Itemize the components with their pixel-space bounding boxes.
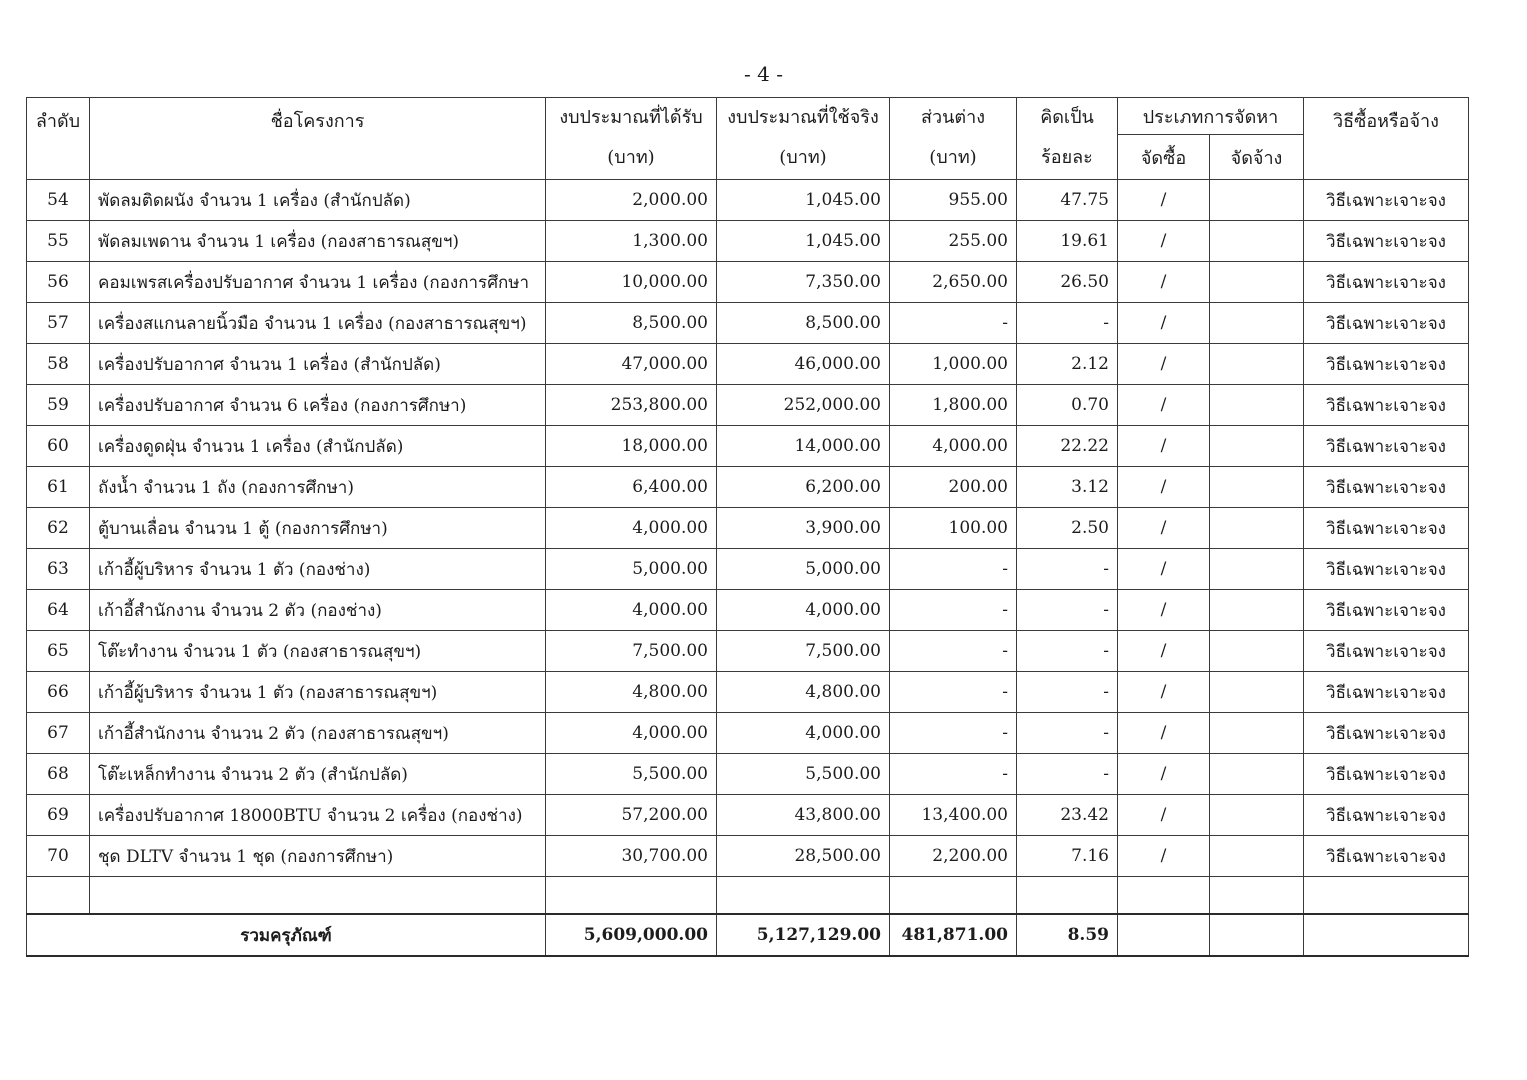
percent: 7.16 [1017, 836, 1118, 877]
difference: 4,000.00 [890, 426, 1017, 467]
header-hire: จัดจ้าง [1210, 135, 1304, 180]
procurement-method: วิธีเฉพาะเจาะจง [1304, 713, 1469, 754]
page-number: - 4 - [744, 62, 783, 86]
header-no: ลำดับ [27, 98, 90, 180]
procurement-method: วิธีเฉพาะเจาะจง [1304, 221, 1469, 262]
purchase-mark: / [1118, 754, 1210, 795]
purchase-mark: / [1118, 713, 1210, 754]
table-row [27, 590, 1469, 631]
header-budget-received: งบประมาณที่ได้รับ [546, 98, 717, 135]
hire-mark [1210, 836, 1304, 877]
project-name: เครื่องปรับอากาศ จำนวน 6 เครื่อง (กองการศึกษา) [90, 385, 546, 426]
budget-received: 10,000.00 [546, 262, 717, 303]
purchase-mark: / [1118, 672, 1210, 713]
difference: 955.00 [890, 180, 1017, 221]
project-name: ถังน้ำ จำนวน 1 ถัง (กองการศึกษา) [90, 467, 546, 508]
hire-mark [1210, 590, 1304, 631]
procurement-method: วิธีเฉพาะเจาะจง [1304, 426, 1469, 467]
header-budget-used: งบประมาณที่ใช้จริง [717, 98, 890, 135]
budget-received: 7,500.00 [546, 631, 717, 672]
hire-mark [1210, 467, 1304, 508]
difference: - [890, 713, 1017, 754]
budget-used: 3,900.00 [717, 508, 890, 549]
project-name: โต๊ะเหล็กทำงาน จำนวน 2 ตัว (สำนักปลัด) [90, 754, 546, 795]
difference: 2,650.00 [890, 262, 1017, 303]
percent: 0.70 [1017, 385, 1118, 426]
table-row [27, 385, 1469, 426]
total-difference: 481,871.00 [890, 914, 1017, 956]
hire-mark [1210, 672, 1304, 713]
total-used: 5,127,129.00 [717, 914, 890, 956]
table-row [27, 836, 1469, 877]
purchase-mark: / [1118, 590, 1210, 631]
project-name: เครื่องดูดฝุ่น จำนวน 1 เครื่อง (สำนักปลัด) [90, 426, 546, 467]
hire-mark [1210, 385, 1304, 426]
percent: - [1017, 549, 1118, 590]
purchase-mark: / [1118, 385, 1210, 426]
table-row [27, 426, 1469, 467]
difference: 13,400.00 [890, 795, 1017, 836]
project-name: คอมเพรสเครื่องปรับอากาศ จำนวน 1 เครื่อง (กองการศึกษา [90, 262, 546, 303]
row-number: 61 [27, 467, 90, 508]
difference: - [890, 303, 1017, 344]
hire-mark [1210, 549, 1304, 590]
percent: 47.75 [1017, 180, 1118, 221]
hire-mark [1210, 426, 1304, 467]
hire-mark [1210, 795, 1304, 836]
blank-cell [1304, 877, 1469, 915]
budget-received: 4,800.00 [546, 672, 717, 713]
total-percent: 8.59 [1017, 914, 1118, 956]
budget-received: 5,500.00 [546, 754, 717, 795]
procurement-method: วิธีเฉพาะเจาะจง [1304, 180, 1469, 221]
difference: 100.00 [890, 508, 1017, 549]
budget-used: 7,500.00 [717, 631, 890, 672]
row-number: 66 [27, 672, 90, 713]
total-hire [1210, 914, 1304, 956]
row-number: 54 [27, 180, 90, 221]
table-row [27, 631, 1469, 672]
hire-mark [1210, 713, 1304, 754]
row-number: 58 [27, 344, 90, 385]
budget-used: 28,500.00 [717, 836, 890, 877]
budget-used: 6,200.00 [717, 467, 890, 508]
total-row [27, 914, 1469, 956]
table-row [27, 795, 1469, 836]
header-difference-unit: (บาท) [890, 135, 1017, 180]
header-purchase: จัดซื้อ [1118, 135, 1210, 180]
procurement-method: วิธีเฉพาะเจาะจง [1304, 385, 1469, 426]
total-label: รวมครุภัณฑ์ [27, 914, 546, 956]
budget-received: 57,200.00 [546, 795, 717, 836]
row-number: 55 [27, 221, 90, 262]
budget-received: 30,700.00 [546, 836, 717, 877]
hire-mark [1210, 262, 1304, 303]
header-method: วิธีซื้อหรือจ้าง [1304, 98, 1469, 180]
table-row [27, 672, 1469, 713]
percent: - [1017, 713, 1118, 754]
percent: 2.50 [1017, 508, 1118, 549]
hire-mark [1210, 754, 1304, 795]
budget-used: 46,000.00 [717, 344, 890, 385]
percent: 3.12 [1017, 467, 1118, 508]
purchase-mark: / [1118, 303, 1210, 344]
blank-cell [1118, 877, 1210, 915]
percent: - [1017, 631, 1118, 672]
table-row [27, 303, 1469, 344]
project-name: เก้าอี้สำนักงาน จำนวน 2 ตัว (กองสาธารณสุขฯ) [90, 713, 546, 754]
procurement-method: วิธีเฉพาะเจาะจง [1304, 508, 1469, 549]
header-difference: ส่วนต่าง [890, 98, 1017, 135]
header-project: ชื่อโครงการ [90, 98, 546, 180]
percent: 23.42 [1017, 795, 1118, 836]
row-number: 64 [27, 590, 90, 631]
project-name: เก้าอี้ผู้บริหาร จำนวน 1 ตัว (กองสาธารณสุขฯ) [90, 672, 546, 713]
difference: 1,000.00 [890, 344, 1017, 385]
procurement-method: วิธีเฉพาะเจาะจง [1304, 467, 1469, 508]
difference: - [890, 549, 1017, 590]
blank-cell [546, 877, 717, 915]
blank-cell [1017, 877, 1118, 915]
row-number: 65 [27, 631, 90, 672]
row-number: 63 [27, 549, 90, 590]
percent: - [1017, 303, 1118, 344]
project-name: ตู้บานเลื่อน จำนวน 1 ตู้ (กองการศึกษา) [90, 508, 546, 549]
budget-used: 1,045.00 [717, 221, 890, 262]
header-calc-as: คิดเป็น [1017, 98, 1118, 135]
table-row [27, 508, 1469, 549]
procurement-method: วิธีเฉพาะเจาะจง [1304, 549, 1469, 590]
budget-received: 4,000.00 [546, 713, 717, 754]
difference: - [890, 631, 1017, 672]
budget-received: 1,300.00 [546, 221, 717, 262]
budget-used: 8,500.00 [717, 303, 890, 344]
purchase-mark: / [1118, 795, 1210, 836]
project-name: โต๊ะทำงาน จำนวน 1 ตัว (กองสาธารณสุขฯ) [90, 631, 546, 672]
purchase-mark: / [1118, 549, 1210, 590]
table-body [27, 180, 1469, 877]
header-percent: ร้อยละ [1017, 135, 1118, 180]
budget-received: 6,400.00 [546, 467, 717, 508]
header-received-unit: (บาท) [546, 135, 717, 180]
row-number: 57 [27, 303, 90, 344]
budget-used: 14,000.00 [717, 426, 890, 467]
purchase-mark: / [1118, 180, 1210, 221]
budget-received: 253,800.00 [546, 385, 717, 426]
difference: 2,200.00 [890, 836, 1017, 877]
procurement-method: วิธีเฉพาะเจาะจง [1304, 590, 1469, 631]
difference: - [890, 672, 1017, 713]
header-used-unit: (บาท) [717, 135, 890, 180]
purchase-mark: / [1118, 508, 1210, 549]
procurement-method: วิธีเฉพาะเจาะจง [1304, 672, 1469, 713]
budget-received: 18,000.00 [546, 426, 717, 467]
budget-received: 4,000.00 [546, 590, 717, 631]
procurement-method: วิธีเฉพาะเจาะจง [1304, 836, 1469, 877]
purchase-mark: / [1118, 836, 1210, 877]
project-name: เก้าอี้สำนักงาน จำนวน 2 ตัว (กองช่าง) [90, 590, 546, 631]
total-received: 5,609,000.00 [546, 914, 717, 956]
blank-cell [90, 877, 546, 915]
row-number: 60 [27, 426, 90, 467]
project-name: เก้าอี้ผู้บริหาร จำนวน 1 ตัว (กองช่าง) [90, 549, 546, 590]
budget-used: 1,045.00 [717, 180, 890, 221]
table-row [27, 713, 1469, 754]
row-number: 70 [27, 836, 90, 877]
purchase-mark: / [1118, 467, 1210, 508]
percent: - [1017, 672, 1118, 713]
budget-received: 4,000.00 [546, 508, 717, 549]
hire-mark [1210, 180, 1304, 221]
difference: - [890, 754, 1017, 795]
hire-mark [1210, 221, 1304, 262]
percent: - [1017, 590, 1118, 631]
difference: - [890, 590, 1017, 631]
procurement-method: วิธีเฉพาะเจาะจง [1304, 344, 1469, 385]
row-number: 67 [27, 713, 90, 754]
budget-used: 4,000.00 [717, 590, 890, 631]
table-row [27, 180, 1469, 221]
budget-received: 2,000.00 [546, 180, 717, 221]
row-number: 56 [27, 262, 90, 303]
table-row [27, 754, 1469, 795]
table-row [27, 262, 1469, 303]
blank-cell [717, 877, 890, 915]
purchase-mark: / [1118, 221, 1210, 262]
total-method [1304, 914, 1469, 956]
table-header [27, 98, 1469, 180]
budget-used: 5,000.00 [717, 549, 890, 590]
project-name: พัดลมเพดาน จำนวน 1 เครื่อง (กองสาธารณสุขฯ) [90, 221, 546, 262]
row-number: 62 [27, 508, 90, 549]
percent: 2.12 [1017, 344, 1118, 385]
procurement-method: วิธีเฉพาะเจาะจง [1304, 303, 1469, 344]
budget-used: 5,500.00 [717, 754, 890, 795]
difference: 255.00 [890, 221, 1017, 262]
row-number: 68 [27, 754, 90, 795]
blank-cell [890, 877, 1017, 915]
budget-received: 5,000.00 [546, 549, 717, 590]
procurement-method: วิธีเฉพาะเจาะจง [1304, 631, 1469, 672]
hire-mark [1210, 631, 1304, 672]
hire-mark [1210, 508, 1304, 549]
header-procurement-type: ประเภทการจัดหา [1118, 98, 1304, 135]
table-row [27, 221, 1469, 262]
difference: 200.00 [890, 467, 1017, 508]
hire-mark [1210, 344, 1304, 385]
procurement-method: วิธีเฉพาะเจาะจง [1304, 795, 1469, 836]
purchase-mark: / [1118, 631, 1210, 672]
purchase-mark: / [1118, 344, 1210, 385]
project-name: เครื่องปรับอากาศ จำนวน 1 เครื่อง (สำนักปลัด) [90, 344, 546, 385]
purchase-mark: / [1118, 426, 1210, 467]
percent: - [1017, 754, 1118, 795]
budget-used: 4,800.00 [717, 672, 890, 713]
budget-used: 7,350.00 [717, 262, 890, 303]
project-name: เครื่องปรับอากาศ 18000BTU จำนวน 2 เครื่อง (กองช่าง) [90, 795, 546, 836]
row-number: 69 [27, 795, 90, 836]
project-name: ชุด DLTV จำนวน 1 ชุด (กองการศึกษา) [90, 836, 546, 877]
total-purchase [1118, 914, 1210, 956]
purchase-mark: / [1118, 262, 1210, 303]
blank-cell [1210, 877, 1304, 915]
percent: 22.22 [1017, 426, 1118, 467]
project-name: เครื่องสแกนลายนิ้วมือ จำนวน 1 เครื่อง (กองสาธารณสุขฯ) [90, 303, 546, 344]
budget-received: 47,000.00 [546, 344, 717, 385]
project-name: พัดลมติดผนัง จำนวน 1 เครื่อง (สำนักปลัด) [90, 180, 546, 221]
table-row [27, 549, 1469, 590]
table-row-blank [27, 877, 1469, 915]
budget-used: 43,800.00 [717, 795, 890, 836]
budget-used: 252,000.00 [717, 385, 890, 426]
procurement-method: วิธีเฉพาะเจาะจง [1304, 262, 1469, 303]
difference: 1,800.00 [890, 385, 1017, 426]
procurement-table [26, 97, 1469, 957]
budget-used: 4,000.00 [717, 713, 890, 754]
budget-received: 8,500.00 [546, 303, 717, 344]
row-number: 59 [27, 385, 90, 426]
hire-mark [1210, 303, 1304, 344]
percent: 26.50 [1017, 262, 1118, 303]
percent: 19.61 [1017, 221, 1118, 262]
table-row [27, 344, 1469, 385]
procurement-method: วิธีเฉพาะเจาะจง [1304, 754, 1469, 795]
blank-cell [27, 877, 90, 915]
table-row [27, 467, 1469, 508]
